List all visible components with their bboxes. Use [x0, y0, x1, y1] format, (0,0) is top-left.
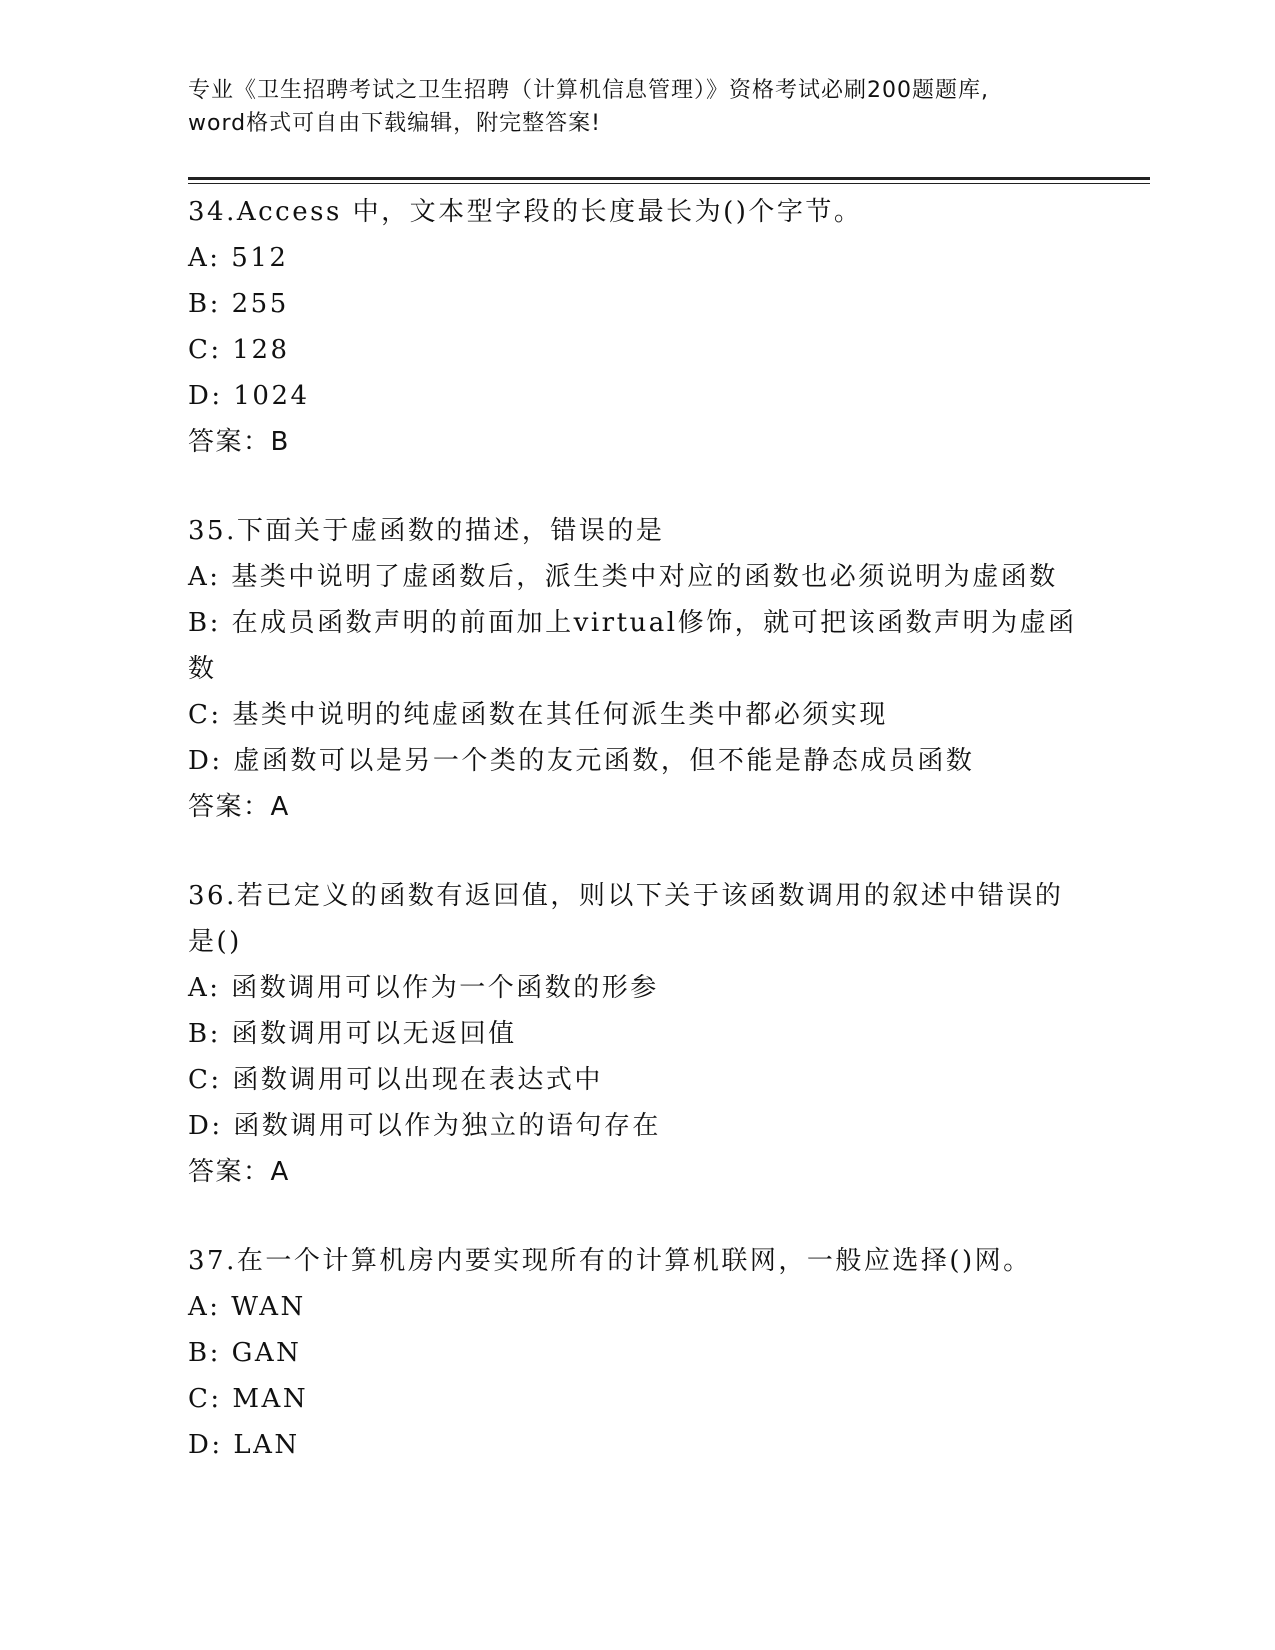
header-divider-thick: [188, 177, 1150, 180]
option-a: A: 函数调用可以作为一个函数的形参: [188, 973, 659, 1003]
option-d: D: 函数调用可以作为独立的语句存在: [188, 1111, 661, 1141]
question-stem: 37.在一个计算机房内要实现所有的计算机联网，一般应选择()网。: [188, 1246, 1032, 1276]
question-stem: 35.下面关于虚函数的描述，错误的是: [188, 516, 665, 546]
question-34: [188, 189, 1088, 465]
option-a: A: 基类中说明了虚函数后，派生类中对应的函数也必须说明为虚函数: [188, 562, 1058, 592]
question-36: [188, 873, 1088, 1195]
option-a: A: WAN: [188, 1292, 306, 1322]
answer: 答案：B: [188, 427, 290, 457]
option-b: B: 在成员函数声明的前面加上virtual修饰，就可把该函数声明为虚函数: [188, 608, 1077, 684]
option-b: B: 255: [188, 289, 289, 319]
option-d: D: LAN: [188, 1430, 300, 1460]
header-divider-thin: [188, 183, 1150, 184]
option-c: C: 128: [188, 335, 290, 365]
header-line-1: 专业《卫生招聘考试之卫生招聘（计算机信息管理）》资格考试必刷200题题库,: [188, 78, 989, 103]
option-b: B: GAN: [188, 1338, 302, 1368]
document-header: [188, 74, 1088, 140]
answer: 答案：A: [188, 792, 290, 822]
option-d: D: 虚函数可以是另一个类的友元函数，但不能是静态成员函数: [188, 746, 975, 776]
option-d: D: 1024: [188, 381, 310, 411]
option-a: A: 512: [188, 243, 289, 273]
option-c: C: MAN: [188, 1384, 309, 1414]
option-c: C: 函数调用可以出现在表达式中: [188, 1065, 603, 1095]
question-37: [188, 1238, 1088, 1468]
question-stem: 34.Access 中，文本型字段的长度最长为()个字节。: [188, 197, 863, 227]
question-stem: 36.若已定义的函数有返回值，则以下关于该函数调用的叙述中错误的是(): [188, 881, 1064, 957]
option-c: C: 基类中说明的纯虚函数在其任何派生类中都必须实现: [188, 700, 888, 730]
answer: 答案：A: [188, 1157, 290, 1187]
question-35: [188, 508, 1088, 830]
header-line-2: word格式可自由下载编辑，附完整答案!: [188, 111, 601, 136]
option-b: B: 函数调用可以无返回值: [188, 1019, 517, 1049]
